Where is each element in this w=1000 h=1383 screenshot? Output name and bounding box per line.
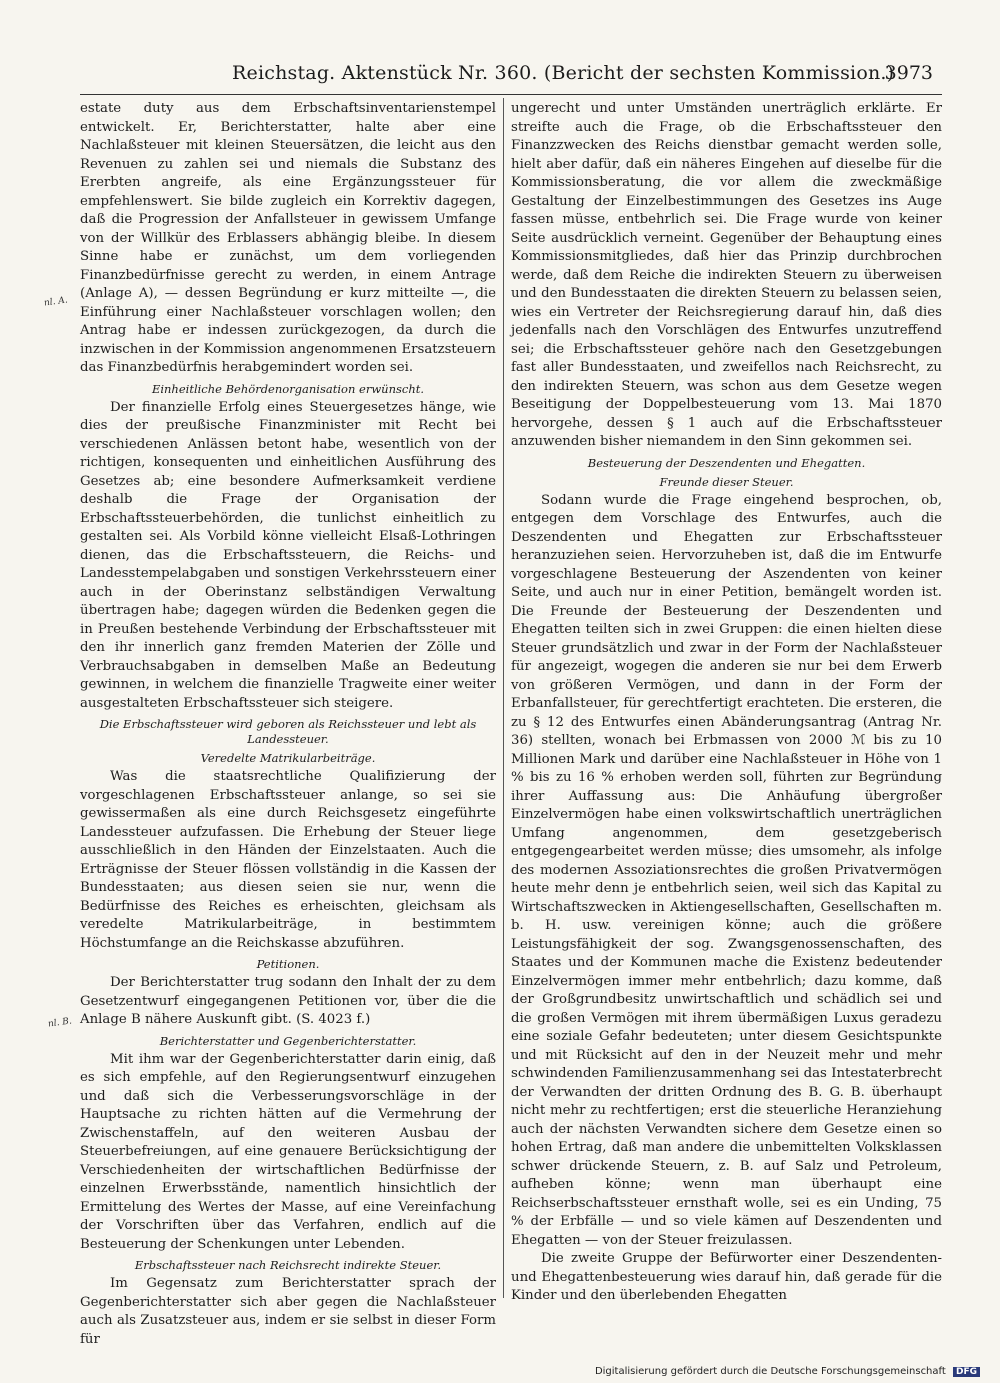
margin-note-anlage-a: nl. A.: [43, 295, 69, 309]
column-divider: [503, 98, 504, 1298]
section-heading: Berichterstatter und Gegenberichterstatter.: [159, 1033, 417, 1048]
paragraph: Was die staatsrechtliche Qualifizierung der vorgeschlagenen Erbschaftssteuer anlange, so sei sie gewissermaßen als eine durch Reichsgesetz eingeführte Landessteuer aufzufassen. Die Erhebung der Steuer liege ausschließlich in den Händen der Einzelstaaten. Auch die Erträgnisse der Steuer flössen vollständig in die Kassen der Bundesstaaten; aus diesen seien sie nur, wenn die Bedürfnisse des Reiches es erheischten, gleichsam als veredelte Matrikularbeiträge, in bestimmtem Höchstumfange an die Reichskasse abzuführen.: [80, 769, 496, 951]
section-heading: Petitionen.: [256, 957, 320, 971]
digitization-credit: [595, 1366, 980, 1377]
page-number: 3973: [884, 62, 933, 84]
section-heading: Einheitliche Behördenorganisation erwünscht.: [151, 381, 425, 396]
section-heading: Freunde dieser Steuer.: [659, 474, 794, 489]
running-title: Reichstag. Aktenstück Nr. 360. (Bericht der sechsten Kommission.): [232, 62, 895, 84]
header-rule: [80, 94, 942, 95]
paragraph: Der finanzielle Erfolg eines Steuergesetzes hänge, wie dies der preußische Finanzminister mit Recht bei verschiedenen Anlässen betont habe, wesentlich von der richtigen, konsequenten und einheitlichen Ausführung des Gesetzes ab; eine besondere Aufmerksamkeit verdiene deshalb die Frage der Organisation der Erbschaftssteuerbehörden, die tunlichst einheitlich zu gestalten sei. Als Vorbild könne vielleicht Elsaß-Lothringen dienen, das die Erbschaftssteuern, die Reichs- und Landesstempelabgaben und sonstigen Verkehrssteuern einer auch in der Oberinstanz selbständigen Verwaltung übertragen habe; dagegen würden die Bedenken gegen die in Preußen bestehende Verbindung der Erbschaftssteuer mit den ihr innerlich ganz fremden Materien der Zölle und Verbrauchsabgaben in demselben Maße an Bedeutung gewinnen, in welchem die finanzielle Tragweite einer weiter ausgestalteten Erbschaftssteuer sich steigere.: [80, 399, 496, 711]
section-heading: Veredelte Matrikularbeiträge.: [200, 751, 376, 765]
margin-note-anlage-b: nl. B.: [47, 1016, 73, 1030]
credit-text: Digitalisierung gefördert durch die Deutsche Forschungsgemeinschaft: [594, 1366, 946, 1377]
section-heading: Besteuerung der Deszendenten und Ehegatten.: [587, 455, 866, 470]
section-heading: Die Erbschaftssteuer wird geboren als Reichssteuer und lebt als Landessteuer.: [99, 717, 477, 746]
paragraph: Im Gegensatz zum Berichterstatter sprach der Gegenberichterstatter sich aber gegen die Nachlaßsteuer auch als Zusatzsteuer aus, indem er sie selbst in dieser Form für: [80, 1276, 496, 1347]
section-heading: Erbschaftssteuer nach Reichsrecht indirekte Steuer.: [134, 1258, 442, 1272]
paragraph: Mit ihm war der Gegenberichterstatter darin einig, daß es sich empfehle, auf den Regierungsentwurf einzugehen und daß sich die Verbesserungsvorschläge in der Hauptsache zu richten hätten auf die Vermehrung der Zwischenstaffeln, auf den weiteren Ausbau der Steuerbefreiungen, auf eine genauere Berücksichtigung der Verschiedenheiten der wirtschaftlichen Bedürfnisse der einzelnen Erwerbsstände, namentlich hinsichtlich der Ermittelung des Wertes der Masse, auf eine Vereinfachung der Vorschriften über das Verfahren, endlich auf die Besteuerung der Schenkungen unter Lebenden.: [80, 1051, 496, 1252]
right-column: [511, 100, 942, 1306]
page-header: [0, 62, 1000, 92]
paragraph: Der Berichterstatter trug sodann den Inhalt der zu dem Gesetzentwurf eingegangenen Petitionen vor, über die die Anlage B nähere Auskunft gibt. (S. 4023 f.): [80, 975, 496, 1027]
left-column: [80, 100, 496, 1349]
dfg-logo: DFG: [953, 1367, 980, 1377]
paragraph: Sodann wurde die Frage eingehend besprochen, ob, entgegen dem Vorschlage des Entwurfes, auch die Deszendenten und Ehegatten zur Erbschaftssteuer heranzuziehen seien. Hervorzuheben ist, daß die im Entwurfe vorgeschlagene Besteuerung der Aszendenten von keiner Seite, und auch nur in einer Petition, bemängelt worden ist. Die Freunde der Besteuerung der Deszendenten und Ehegatten teilten sich in zwei Gruppen: die einen hielten diese Steuer grundsätzlich und zwar in der Form der Nachlaßsteuer für angezeigt, wogegen die anderen sie nur bei dem Erwerb von größeren Vermögen, und dann in der Form der Erbanfallsteuer, für gerechtfertigt erachteten. Die ersteren, die zu § 12 des Entwurfes einen Abänderungsantrag (Antrag Nr. 36) stellten, wonach bei Erbmassen von 2000 ℳ bis zu 10 Millionen Mark und darüber eine Nachlaßsteuer in Höhe von 1 % bis zu 16 % erhoben werden soll, führten zur Begründung ihrer Auffassung aus: Die Anhäufung übergroßer Einzelvermögen habe einen volkswirtschaftlich unerträglichen Umfang angenommen, dem gesetzgeberisch entgegengearbeitet werden müsse; dies umsomehr, als infolge des modernen Assoziationsrechtes die großen Privatvermögen heute mehr denn je entbehrlich seien, weil sich das Kapital zu Wirtschaftszwecken in Aktiengesellschaften, Gesellschaften m. b. H. usw. vereinigen könne; auch die größere Leistungsfähigkeit der sog. Zwangsgenossenschaften, des Staates und der Kommunen mache die Existenz bedeutender Einzelvermögen immer mehr entbehrlich; dazu komme, daß der Großgrundbesitz unwirtschaftlich und schädlich sei und die großen Vermögen mit ihrem übermäßigen Luxus geradezu eine soziale Gefahr bedeuteten; unter diesem Gesichtspunkte und mit Rücksicht auf den in der Neuzeit mehr und mehr schwindenden Familienzusammenhang sei das Intestaterbrecht der Verwandten der dritten Ordnung des B. G. B. überhaupt nicht mehr zu rechtfertigen; erst die steuerliche Heranziehung auch der nächsten Verwandten sichere dem Gesetze einen so hohen Ertrag, daß man andere die unbemittelten Volksklassen schwer drückende Steuern, z. B. auf Salz und Petroleum, aufheben könne; wenn man überhaupt eine Reichserbschaftssteuer ernsthaft wolle, sei es ein Unding, 75 % der Erbfälle — und so viele kämen auf Deszendenten und Ehegatten — von der Steuer freizulassen.: [511, 492, 942, 1248]
paragraph: ungerecht und unter Umständen unerträglich erklärte. Er streifte auch die Frage, ob die Erbschaftssteuer den Finanzzwecken des Reichs dienstbar gemacht werden solle, hielt aber dafür, daß ein näheres Eingehen auf dieselbe für die Kommissionsberatung, die vor allem die zweckmäßige Gestaltung der Einzelbestimmungen des Gesetzes ins Auge fassen müsse, entbehrlich sei. Die Frage wurde von keiner Seite ausdrücklich verneint. Gegenüber der Behauptung eines Kommissionsmitgliedes, daß hier das Prinzip durchbrochen werde, daß dem Reiche die indirekten Steuern zu überweisen und den Bundesstaaten die direkten Steuern zu belassen seien, wies ein Vertreter der Reichsregierung darauf hin, daß dies jedenfalls nach den Vorschlägen des Entwurfes unzutreffend sei; die Erbschaftssteuer gehöre nach den Gesetzgebungen fast aller Bundesstaaten, und zweifellos nach Reichsrecht, zu den indirekten Steuern, was schon aus dem Gesetze wegen Beseitigung der Doppelbesteuerung vom 13. Mai 1870 hervorgehe, dessen § 1 auch auf die Erbschaftssteuer anzuwenden bisher niemandem in den Sinn gekommen sei.: [511, 101, 942, 449]
paragraph: Die zweite Gruppe der Befürworter einer Deszendenten- und Ehegattenbesteuerung wies darauf hin, daß gerade für die Kinder und den überlebenden Ehegatten: [511, 1251, 942, 1303]
paragraph: estate duty aus dem Erbschaftsinventarienstempel entwickelt. Er, Berichterstatter, halte aber eine Nachlaßsteuer mit kleinen Steuersätzen, die leicht aus den Revenuen zu zahlen sei und niemals die Substanz des Ererbten angreife, als eine Ergänzungssteuer für empfehlenswert. Sie bilde zugleich ein Korrektiv dagegen, daß die Progression der Anfallsteuer in gewissem Umfange von der Willkür des Erblassers abhängig bleibe. In diesem Sinne habe er zunächst, um dem vorliegenden Finanzbedürfnisse gerecht zu werden, in einem Antrage (Anlage A), — dessen Begründung er kurz mitteilte —, die Einführung einer Nachlaßsteuer vorschlagen wollen; den Antrag habe er indessen zurückgezogen, da durch die inzwischen in der Kommission angenommenen Ersatzsteuern das Finanzbedürfnis herabgemindert worden sei.: [80, 101, 496, 375]
